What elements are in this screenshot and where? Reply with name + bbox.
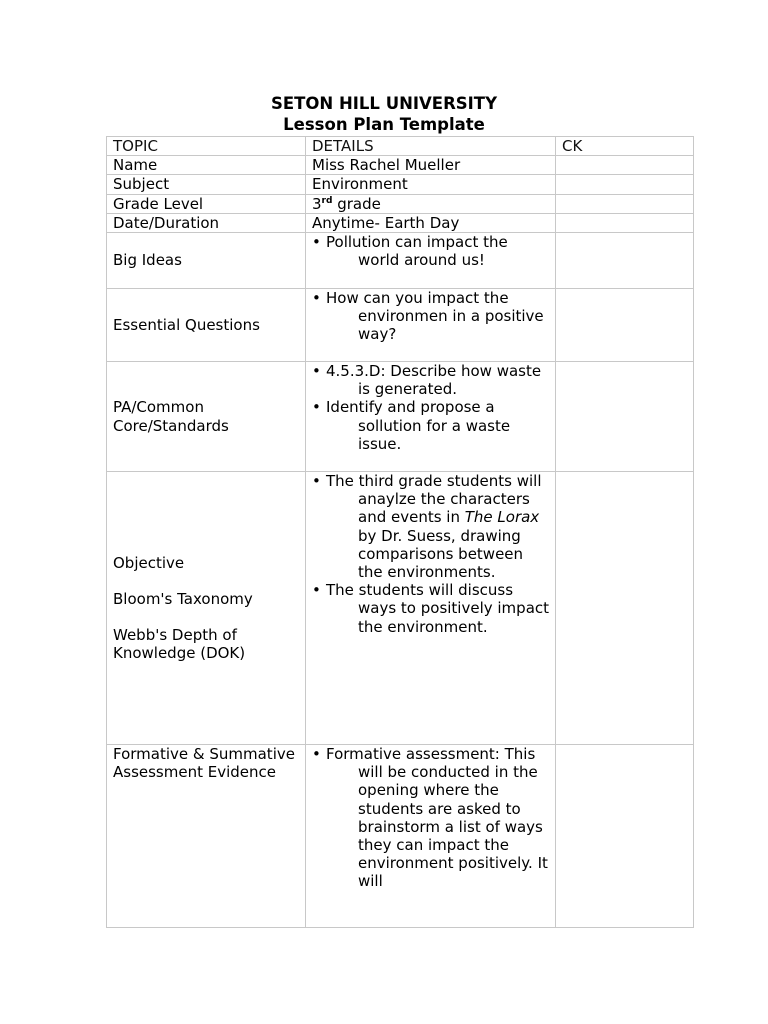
table-row	[107, 156, 694, 175]
date-label: Date/Duration	[107, 213, 306, 232]
objective-label	[107, 472, 306, 745]
big-ideas-details	[306, 233, 556, 289]
assessment-details	[306, 745, 556, 928]
grade-label: Grade Level	[107, 194, 306, 213]
subject-label: Subject	[107, 175, 306, 194]
table-row	[107, 175, 694, 194]
list-item: • Identify and propose a sollution for a waste issue.	[312, 398, 549, 453]
list-item: • Pollution can impact the world around us!	[312, 233, 549, 269]
table-header-row	[107, 137, 694, 156]
table-row	[107, 213, 694, 232]
list-item: • The students will discuss ways to positively impact the environment.	[312, 581, 549, 636]
book-title: The Lorax	[464, 508, 540, 527]
list-item: • How can you impact the environmen in a positive way?	[312, 289, 549, 344]
list-item: • Formative assessment: This will be conducted in the opening where the students are asked to brainstorm a list of ways they can impact the environment positively. It will	[312, 745, 549, 891]
table-row	[107, 194, 694, 213]
list-item: • 4.5.3.D: Describe how waste is generated.	[312, 362, 549, 398]
big-ideas-label: Big Ideas	[107, 233, 306, 289]
grade-value	[306, 194, 556, 213]
standards-label: PA/Common Core/Standards	[107, 362, 306, 472]
webbs-dok-label: Webb's Depth of Knowledge (DOK)	[113, 626, 246, 663]
lesson-plan-table	[106, 136, 694, 928]
ck-cell	[556, 233, 694, 289]
ck-cell	[556, 472, 694, 745]
date-value: Anytime- Earth Day	[306, 213, 556, 232]
topic-header: TOPIC	[107, 137, 306, 156]
essential-questions-details	[306, 289, 556, 362]
name-value: Miss Rachel Mueller	[306, 156, 556, 175]
assessment-label: Formative & Summative Assessment Evidence	[107, 745, 306, 928]
essential-questions-label: Essential Questions	[107, 289, 306, 362]
grade-rest: grade	[332, 194, 381, 213]
ck-header: CK	[556, 137, 694, 156]
ck-cell	[556, 289, 694, 362]
university-title: SETON HILL UNIVERSITY	[270, 94, 498, 113]
blooms-taxonomy-label: Bloom's Taxonomy	[113, 589, 253, 608]
table-row	[107, 362, 694, 472]
ck-cell	[556, 156, 694, 175]
standards-details	[306, 362, 556, 472]
grade-suffix: rd	[321, 195, 333, 206]
table-row	[107, 233, 694, 289]
table-row	[107, 472, 694, 745]
ck-cell	[556, 213, 694, 232]
table-row	[107, 745, 694, 928]
ck-cell	[556, 175, 694, 194]
grade-number: 3	[312, 194, 322, 213]
ck-cell	[556, 194, 694, 213]
subject-value: Environment	[306, 175, 556, 194]
template-title: Lesson Plan Template	[283, 115, 485, 134]
ck-cell	[556, 362, 694, 472]
name-label: Name	[107, 156, 306, 175]
list-item: • The third grade students will anaylze the characters and events in The Lorax by Dr. Suess, drawing comparisons between the environments.	[312, 472, 549, 581]
ck-cell	[556, 745, 694, 928]
objective-details	[306, 472, 556, 745]
objective-heading: Objective	[113, 553, 185, 572]
table-row	[107, 289, 694, 362]
details-header: DETAILS	[306, 137, 556, 156]
